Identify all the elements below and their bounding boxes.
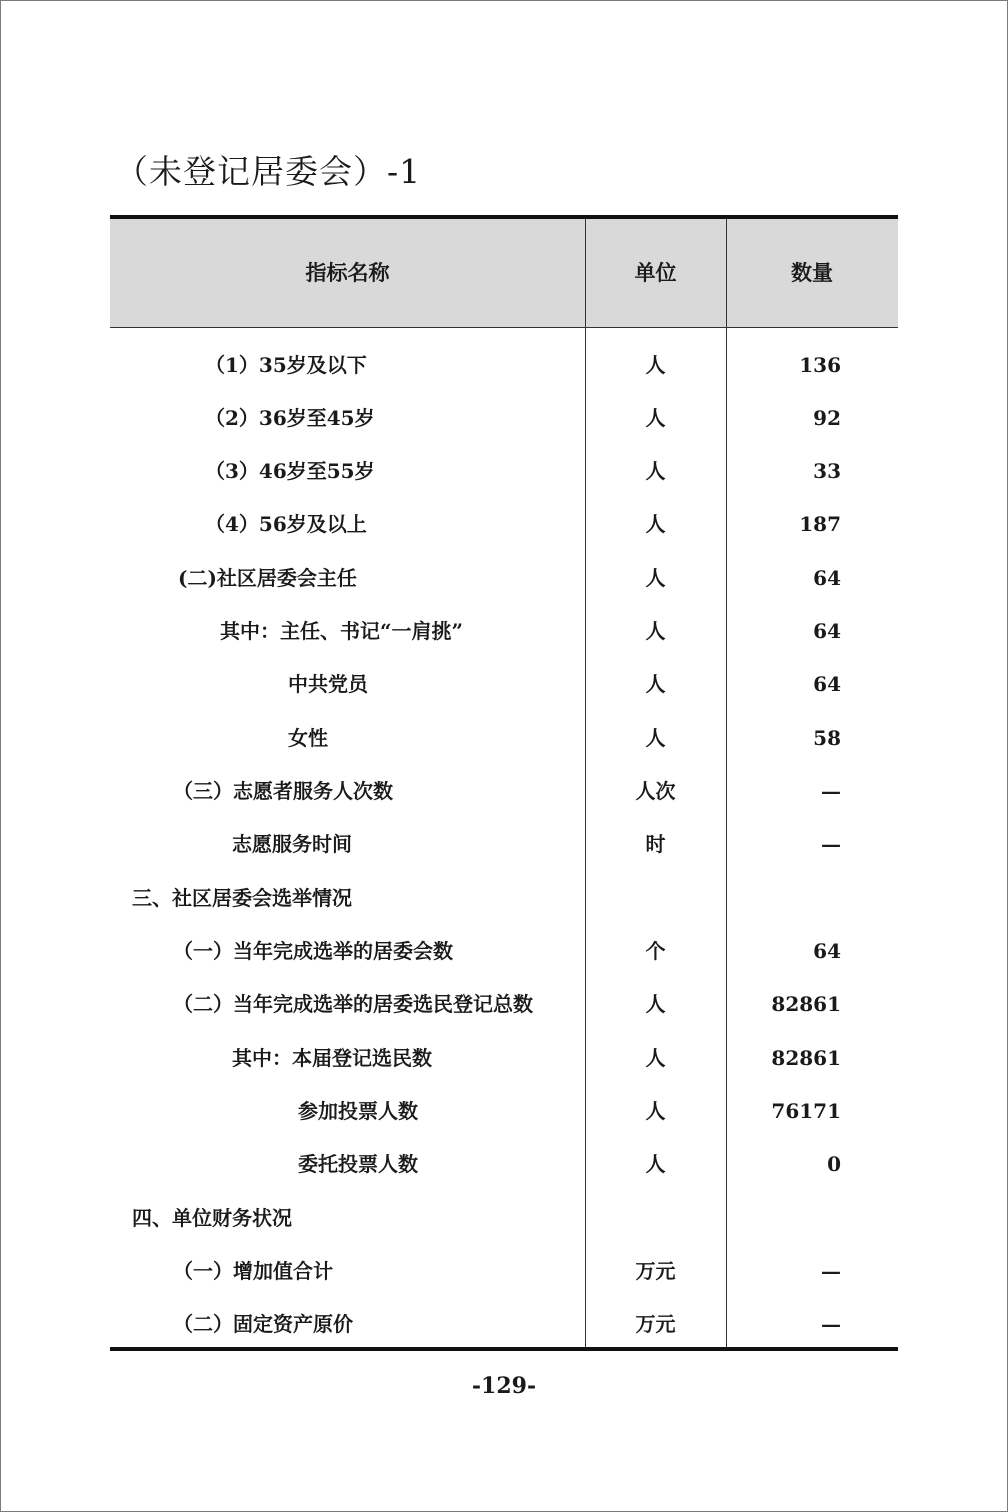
row-quantity: —	[821, 1259, 841, 1283]
row-name: （一）当年完成选举的居委会数	[173, 939, 453, 963]
row-quantity: 64	[813, 939, 841, 963]
row-unit: 人	[645, 406, 666, 430]
table-row	[110, 872, 898, 925]
row-unit: 人	[645, 726, 666, 750]
row-quantity: 92	[813, 406, 841, 430]
row-name: （二）固定资产原价	[173, 1312, 353, 1336]
header-unit: 单位	[634, 261, 677, 285]
table-row	[110, 1138, 898, 1191]
row-quantity: 76171	[771, 1099, 841, 1123]
row-unit: 人	[645, 672, 666, 696]
row-quantity: 33	[813, 459, 841, 483]
row-name: 参加投票人数	[298, 1099, 418, 1123]
row-unit: 万元	[635, 1312, 676, 1336]
row-unit: 人	[645, 1046, 666, 1070]
row-quantity: 64	[813, 672, 841, 696]
table-row	[110, 1192, 898, 1245]
table-row	[110, 712, 898, 765]
table-row	[110, 605, 898, 658]
row-name: (二)社区居委会主任	[178, 566, 357, 590]
row-quantity: —	[821, 779, 841, 803]
row-name: （1）35岁及以下	[205, 353, 367, 377]
row-name: 志愿服务时间	[232, 832, 352, 856]
row-quantity: —	[821, 832, 841, 856]
row-quantity: 64	[813, 619, 841, 643]
row-unit: 人	[645, 459, 666, 483]
row-unit: 人	[645, 1152, 666, 1176]
row-unit: 人	[645, 619, 666, 643]
row-unit: 人	[645, 1099, 666, 1123]
table-row	[110, 392, 898, 445]
row-unit: 人次	[635, 779, 676, 803]
row-quantity: 64	[813, 566, 841, 590]
table-row	[110, 978, 898, 1031]
row-unit: 人	[645, 512, 666, 536]
row-unit: 人	[645, 353, 666, 377]
table-row	[110, 552, 898, 605]
row-name: 其中：主任、书记“一肩挑”	[220, 619, 464, 643]
table-row	[110, 765, 898, 818]
row-quantity: —	[821, 1312, 841, 1336]
row-unit: 个	[645, 939, 666, 963]
table-row	[110, 1245, 898, 1298]
page-title: （未登记居委会）-1	[115, 152, 422, 191]
row-name: 四、单位财务状况	[132, 1206, 292, 1230]
row-quantity: 58	[813, 726, 841, 750]
table-row	[110, 1032, 898, 1085]
row-unit: 万元	[635, 1259, 676, 1283]
header-quantity: 数量	[791, 261, 833, 285]
row-name: （二）当年完成选举的居委选民登记总数	[173, 992, 533, 1016]
row-quantity: 0	[827, 1152, 841, 1176]
row-unit: 人	[645, 566, 666, 590]
row-name: 其中：本届登记选民数	[232, 1046, 432, 1070]
header-indicator-name: 指标名称	[305, 261, 390, 285]
row-name: （一）增加值合计	[173, 1259, 333, 1283]
table-row	[110, 445, 898, 498]
table-row	[110, 925, 898, 978]
row-name: 女性	[288, 726, 328, 750]
row-name: 中共党员	[288, 672, 368, 696]
page-number: -129-	[471, 1373, 537, 1399]
row-name: 三、社区居委会选举情况	[132, 886, 352, 910]
row-name: （2）36岁至45岁	[205, 406, 375, 430]
row-name: 委托投票人数	[298, 1152, 418, 1176]
row-name: （4）56岁及以上	[205, 512, 367, 536]
table-row	[110, 1085, 898, 1138]
table-row	[110, 498, 898, 551]
row-quantity: 82861	[771, 1046, 841, 1070]
table-row	[110, 339, 898, 392]
row-name: （三）志愿者服务人次数	[173, 779, 393, 803]
row-quantity: 187	[799, 512, 841, 536]
statistics-table	[110, 215, 898, 1351]
table-row	[110, 1298, 898, 1351]
table-row	[110, 658, 898, 711]
row-name: （3）46岁至55岁	[205, 459, 375, 483]
row-quantity: 136	[799, 353, 841, 377]
row-quantity: 82861	[771, 992, 841, 1016]
table-row	[110, 818, 898, 871]
row-unit: 人	[645, 992, 666, 1016]
row-unit: 时	[645, 832, 666, 856]
